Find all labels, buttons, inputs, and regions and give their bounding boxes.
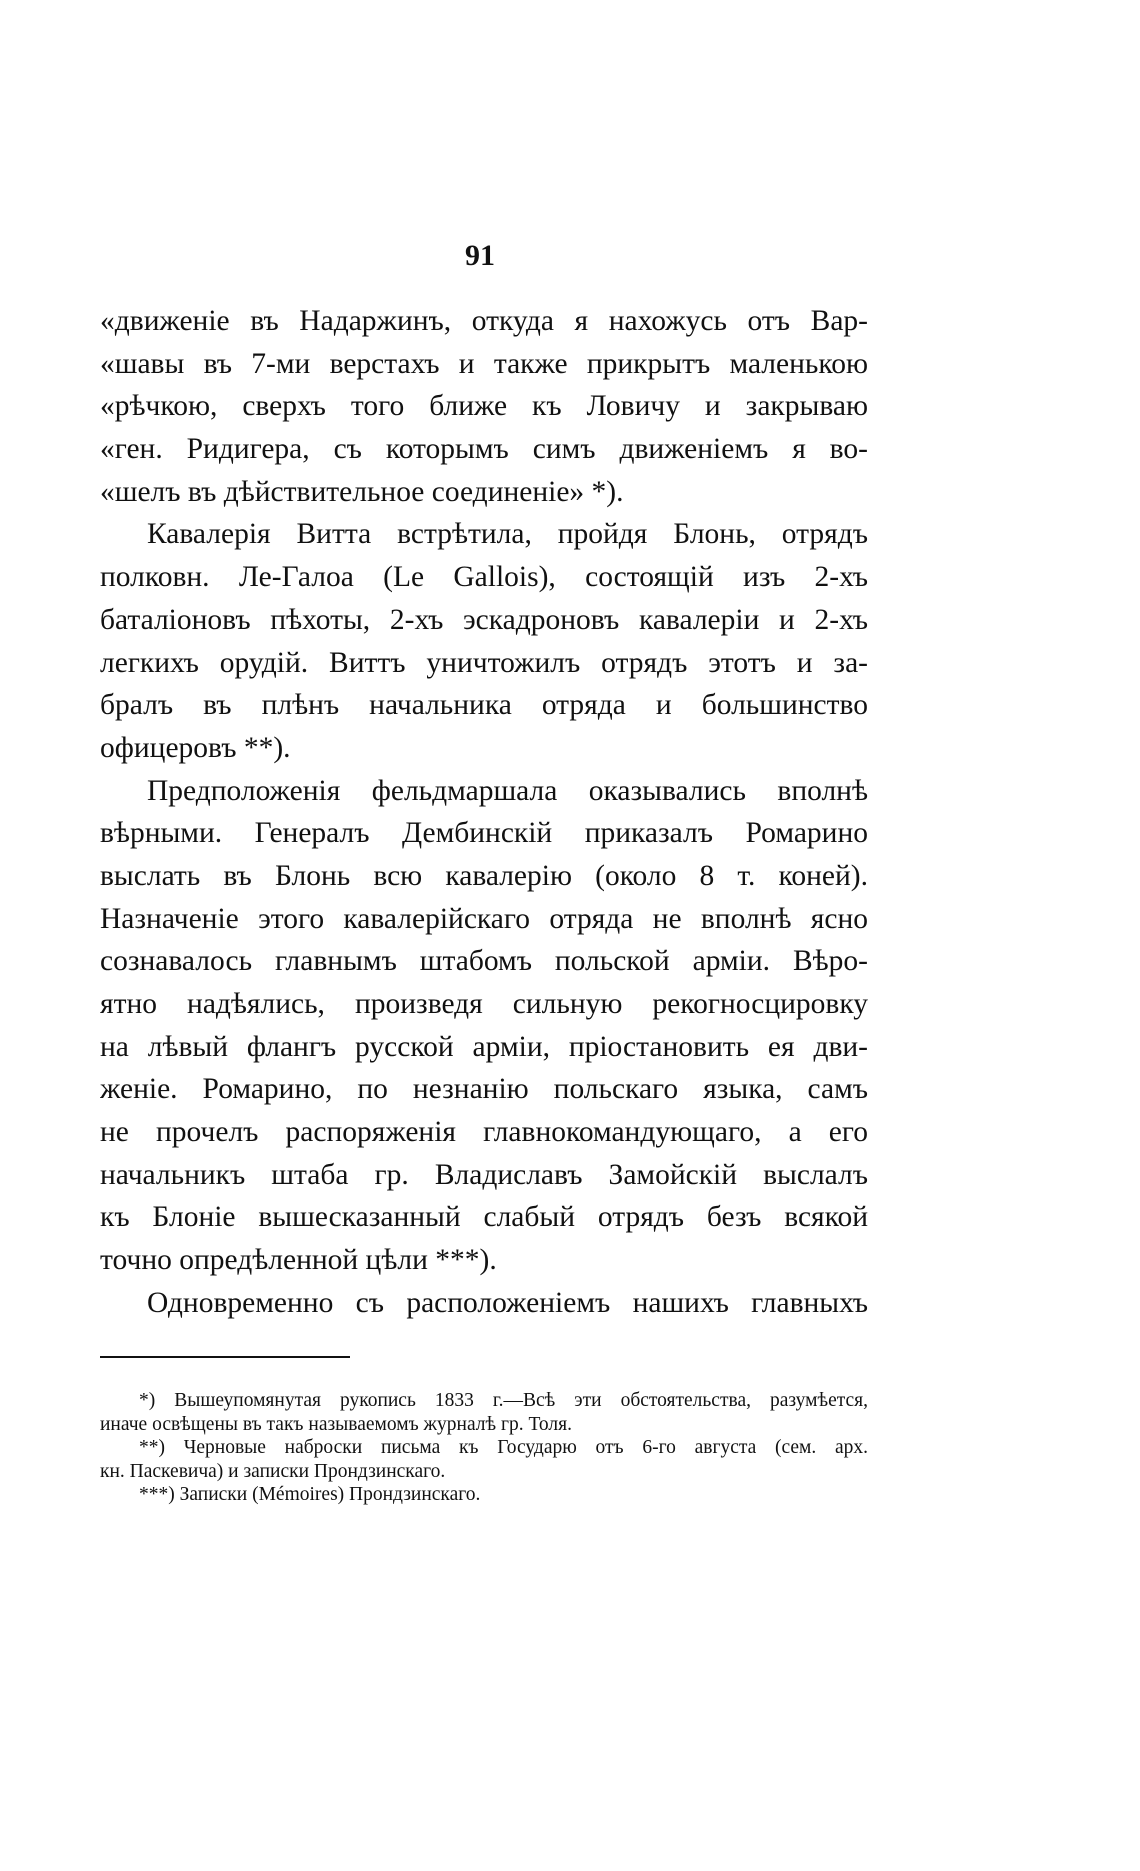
text-line: начальникъ штаба гр. Владиславъ Замойскій выслалъ	[100, 1158, 868, 1191]
text-line: «шелъ въ дѣйствительное соединеніе» *).	[100, 475, 624, 508]
text-line: Назначеніе этого кавалерійскаго отряда не вполнѣ ясно	[100, 902, 868, 935]
footnote	[100, 1436, 868, 1483]
text-line: Кавалерія Витта встрѣтила, пройдя Блонь, отрядъ	[147, 518, 868, 551]
footnote-divider	[100, 1356, 350, 1358]
footnote-line: ***) Записки (Mémoires) Прондзинскаго.	[139, 1484, 481, 1506]
text-line: баталіоновъ пѣхоты, 2-хъ эскадроновъ кавалеріи и 2-хъ	[100, 603, 868, 636]
footnote-line: кн. Паскевича) и записки Прондзинскаго.	[100, 1460, 446, 1482]
page-number: 91	[465, 239, 495, 272]
text-line: полковн. Ле-Галоа (Le Gallois), состоящій изъ 2-хъ	[100, 561, 868, 594]
text-line: вѣрными. Генералъ Дембинскій приказалъ Ромарино	[100, 817, 868, 850]
text-line: «рѣчкою, сверхъ того ближе къ Ловичу и закрываю	[100, 390, 868, 423]
text-line: сознавалось главнымъ штабомъ польской арміи. Вѣро-	[100, 945, 868, 978]
text-line: женіе. Ромарино, по незнанію польскаго языка, самъ	[100, 1073, 868, 1106]
footnote-line: **) Черновые наброски письма къ Государю отъ 6-го августа (сем. арх.	[139, 1437, 868, 1459]
text-line: ятно надѣялись, произведя сильную рекогносцировку	[100, 988, 868, 1020]
body-text	[100, 300, 868, 1325]
footnote-line: *) Вышеупомянутая рукопись 1833 г.—Всѣ эти обстоятельства, разумѣется,	[139, 1390, 868, 1411]
text-line: легкихъ орудій. Виттъ уничтожилъ отрядъ этотъ и за-	[100, 646, 868, 679]
paragraph	[100, 770, 868, 1282]
text-line: «движеніе въ Надаржинъ, откуда я нахожусь отъ Вар-	[100, 305, 868, 337]
text-line: Предположенія фельдмаршала оказывались вполнѣ	[147, 774, 868, 807]
text-line: бралъ въ плѣнъ начальника отряда и большинство	[100, 689, 868, 722]
footnotes	[100, 1389, 868, 1507]
text-line: «шавы въ 7-ми верстахъ и также прикрытъ маленькою	[100, 347, 868, 380]
paragraph	[100, 1282, 868, 1325]
text-line: не прочелъ распоряженія главнокомандующаго, а его	[100, 1116, 868, 1149]
footnote	[100, 1389, 868, 1436]
text-line: Одновременно съ расположеніемъ нашихъ главныхъ	[147, 1286, 868, 1319]
text-line: на лѣвый флангъ русской арміи, пріостановить ея дви-	[100, 1030, 868, 1063]
text-line: точно опредѣленной цѣли ***).	[100, 1244, 497, 1277]
paragraph	[100, 300, 868, 513]
text-line: къ Блоніе вышесказанный слабый отрядъ безъ всякой	[100, 1201, 868, 1234]
text-line: офицеровъ **).	[100, 731, 291, 764]
text-line: «ген. Ридигера, съ которымъ симъ движеніемъ я во-	[100, 433, 868, 466]
footnote-line: иначе освѣщены въ такъ называемомъ журналѣ гр. Толя.	[100, 1413, 572, 1435]
footnote	[100, 1483, 868, 1507]
text-line: выслать въ Блонь всю кавалерію (около 8 т. коней).	[100, 859, 868, 892]
paragraph	[100, 513, 868, 769]
